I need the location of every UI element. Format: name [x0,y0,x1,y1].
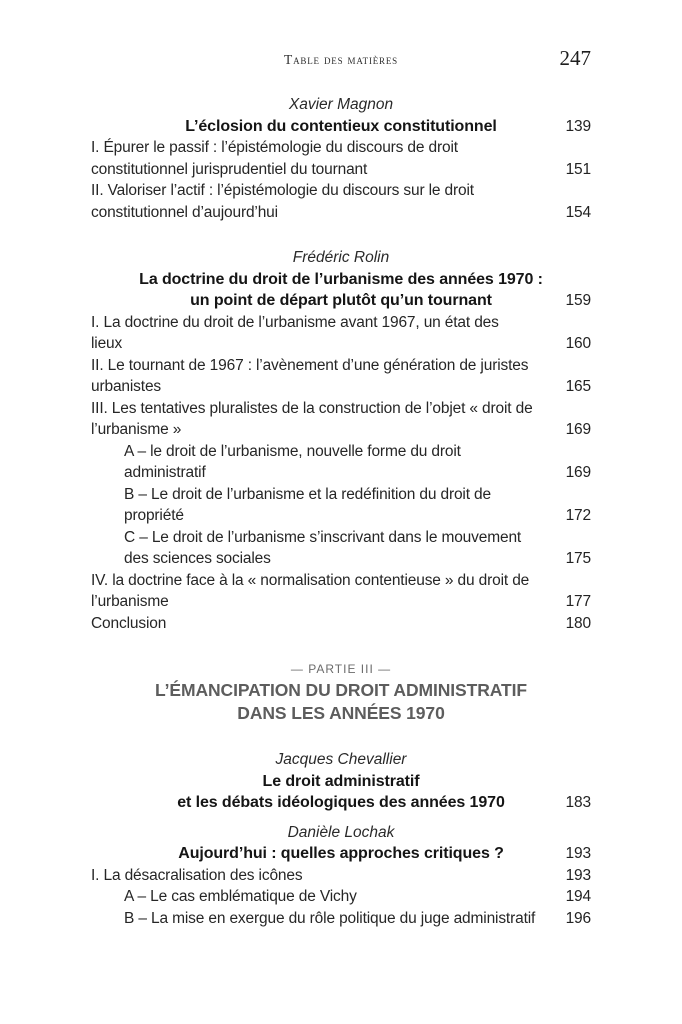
chapter-title-text: Le droit administratif [262,772,420,790]
toc-line [91,180,591,202]
toc-line-text: II. Le tournant de 1967 : l’avènement d’une génération de juristes [91,356,529,374]
toc-line [91,159,591,181]
toc-section-lochak [91,822,591,930]
toc-line [91,419,591,441]
toc-page-number: 160 [565,335,591,352]
toc-line [91,570,591,592]
toc-line [91,312,591,334]
toc-page-number: 169 [565,464,591,481]
header-title: Table des matières [284,52,398,67]
toc-line-text: l’urbanisme » [91,421,182,438]
toc-content [91,0,591,929]
toc-page-number: 165 [565,378,591,395]
chapter-title-line [91,269,591,291]
page-header [91,46,591,72]
chapter-title-text: La doctrine du droit de l’urbanisme des années 1970 : [139,270,543,288]
chapter-title-line [91,771,591,793]
part-title-line: L’ÉMANCIPATION DU DROIT ADMINISTRATIF [155,680,527,700]
toc-page-number: 177 [565,593,591,610]
toc-line-text: I. Épurer le passif : l’épistémologie du discours de droit [91,139,458,156]
toc-line [91,441,591,463]
chapter-page-number: 139 [565,117,591,135]
toc-section-rolin [91,247,591,634]
part-label: — PARTIE III — [290,662,392,676]
toc-line-text: administratif [124,464,206,481]
toc-page-number: 193 [565,866,591,884]
toc-page-number: 196 [565,909,591,927]
chapter-page-number: 193 [565,845,591,862]
toc-line-text: I. La désacralisation des icônes [91,866,303,884]
toc-line-text: urbanistes [91,378,162,395]
toc-line-text: lieux [91,335,123,352]
toc-line-text: C – Le droit de l’urbanisme s’inscrivant dans le mouvement [124,528,522,546]
author-name: Danièle Lochak [287,823,395,841]
toc-line [91,613,591,635]
toc-line-text: I. La doctrine du droit de l’urbanisme avant 1967, un état des [91,313,499,331]
toc-page-number: 172 [565,507,591,524]
chapter-title-line [91,843,591,865]
toc-line [91,591,591,613]
toc-section-chevallier [91,749,591,814]
chapter-title-text: Aujourd’hui : quelles approches critiques ? [178,845,504,862]
toc-line [91,376,591,398]
chapter-page-number: 183 [565,794,591,811]
toc-page-number: 180 [565,614,591,632]
toc-line [91,908,591,930]
toc-page-number: 151 [565,160,591,178]
chapter-title-text: et les débats idéologiques des années 1970 [177,794,505,811]
chapter-title-text: un point de départ plutôt qu’un tournant [190,292,492,309]
toc-line-text: des sciences sociales [124,550,271,567]
toc-section-magnon [91,94,591,223]
toc-line-text: constitutionnel jurisprudentiel du tournant [91,160,368,178]
toc-page-number: 169 [565,421,591,438]
toc-line [91,355,591,377]
toc-line-text: B – Le droit de l’urbanisme et la redéfinition du droit de [124,485,491,503]
toc-line [91,886,591,908]
toc-line-text: B – La mise en exergue du rôle politique du juge administratif [124,909,536,927]
chapter-title-line [91,792,591,814]
toc-line [91,137,591,159]
toc-page-number: 194 [565,888,591,905]
toc-line-text: propriété [124,507,184,524]
toc-line [91,398,591,420]
toc-line-text: A – le droit de l’urbanisme, nouvelle forme du droit [124,442,461,460]
chapter-page-number: 159 [565,292,591,309]
chapter-title-line [91,116,591,138]
author-name: Frédéric Rolin [292,249,390,266]
toc-line [91,333,591,355]
toc-line-text: II. Valoriser l’actif : l’épistémologie du discours sur le droit [91,182,474,199]
toc-line [91,865,591,887]
chapter-title-text: L’éclosion du contentieux constitutionnel [185,117,497,135]
toc-line [91,548,591,570]
toc-line [91,484,591,506]
toc-line-text: l’urbanisme [91,593,169,610]
toc-line [91,527,591,549]
toc-line [91,462,591,484]
chapter-title-line [91,290,591,312]
header-page-number: 247 [559,46,591,70]
toc-line-text: A – Le cas emblématique de Vichy [124,888,357,905]
toc-line-text: Conclusion [91,614,167,632]
toc-page-number: 154 [565,203,591,221]
toc-line-text: constitutionnel d’aujourd’hui [91,203,278,221]
toc-line-text: IV. la doctrine face à la « normalisation contentieuse » du droit de [91,571,530,589]
toc-line [91,505,591,527]
author-name: Xavier Magnon [288,96,394,113]
part-title-line: DANS LES ANNÉES 1970 [237,703,445,723]
toc-page-number: 175 [565,550,591,567]
part-divider [91,660,591,725]
author-name: Jacques Chevallier [275,751,407,768]
toc-line-text: III. Les tentatives pluralistes de la construction de l’objet « droit de [91,399,533,417]
toc-line [91,202,591,224]
